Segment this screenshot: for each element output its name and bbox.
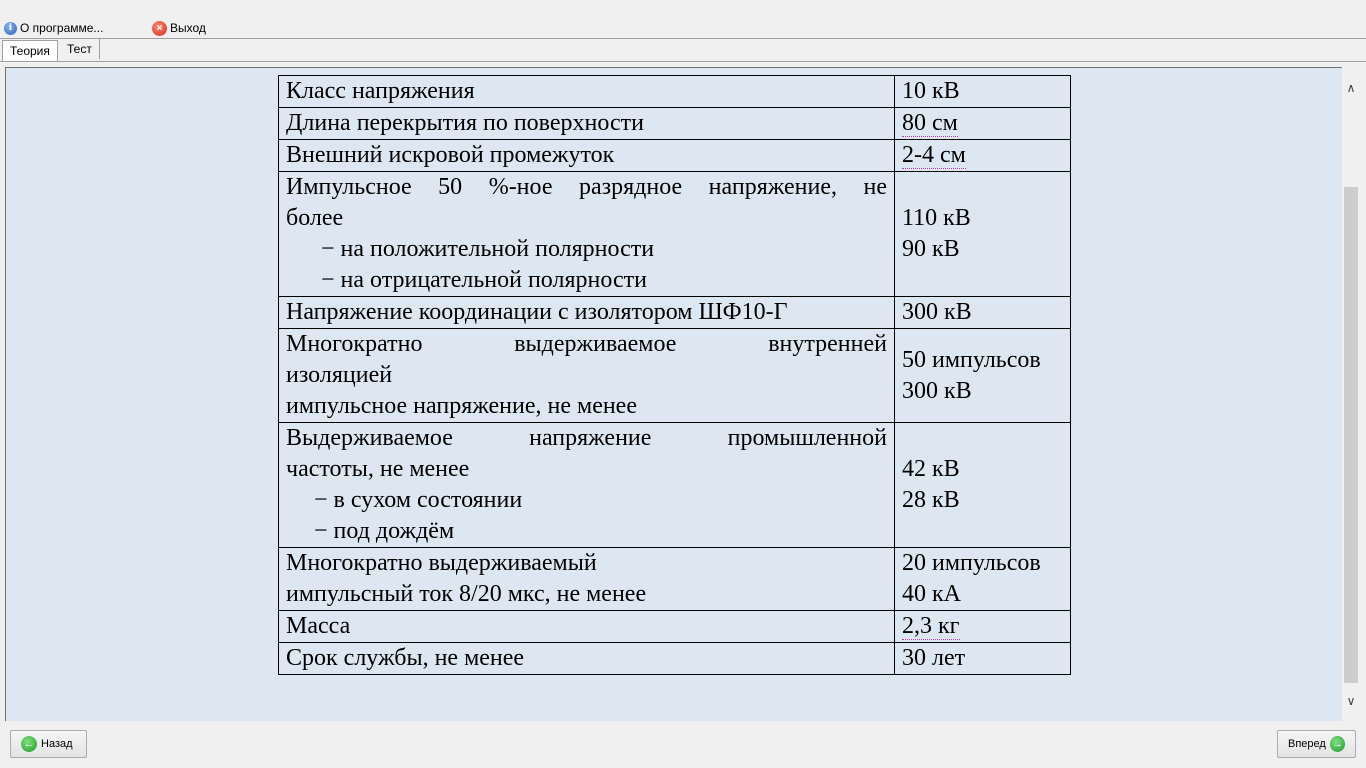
value-cell — [895, 329, 1071, 423]
param-text: Длина перекрытия по поверхности — [286, 110, 644, 136]
value-text: 90 кВ — [902, 236, 960, 262]
param-text: Срок службы, не менее — [286, 645, 525, 671]
value-text: 50 импульсов — [902, 346, 1041, 373]
param-cell — [279, 108, 895, 140]
value-cell — [895, 611, 1071, 643]
value-text: 110 кВ — [902, 205, 971, 231]
value-cell — [895, 172, 1071, 297]
table-row — [279, 611, 1071, 643]
param-text: импульсный ток 8/20 мкс, не менее — [286, 581, 647, 607]
param-text: Напряжение координации с изолятором ШФ10-Г — [286, 299, 788, 325]
param-cell — [279, 297, 895, 329]
menu-divider — [0, 38, 1366, 39]
param-text: изоляцией — [286, 362, 393, 388]
value-text: 30 лет — [902, 645, 966, 671]
param-text: Класс напряжения — [286, 78, 475, 104]
value-cell — [895, 108, 1071, 140]
chevron-up-icon[interactable]: ∧ — [1346, 81, 1356, 95]
arrow-right-icon: → — [1330, 736, 1345, 752]
close-circle-icon: × — [152, 21, 167, 36]
value-text: 2,3 кг — [902, 613, 960, 639]
param-subitem: − на положительной полярности — [321, 236, 655, 262]
param-cell — [279, 329, 895, 423]
table-row — [279, 172, 1071, 297]
value-cell — [895, 140, 1071, 172]
param-text: Выдерживаемое напряжение промышленной — [286, 425, 887, 451]
tab-theory[interactable]: Теория — [2, 40, 58, 62]
menu-about-label: О программе... — [20, 21, 104, 35]
param-cell — [279, 611, 895, 643]
table-row — [279, 329, 1071, 423]
param-cell — [279, 76, 895, 108]
table-row — [279, 76, 1071, 108]
menu-about[interactable] — [4, 18, 103, 38]
param-cell — [279, 548, 895, 611]
back-button-label: Назад — [41, 738, 73, 750]
next-button[interactable] — [1277, 730, 1356, 758]
value-text: 300 кВ — [902, 299, 972, 325]
param-subitem: − на отрицательной полярности — [321, 267, 647, 293]
param-cell — [279, 172, 895, 297]
menu-exit[interactable] — [152, 18, 206, 38]
table-row — [279, 423, 1071, 548]
param-subitem: − в сухом состоянии — [314, 487, 523, 513]
table-row — [279, 140, 1071, 172]
value-cell — [895, 297, 1071, 329]
scroll-thumb[interactable] — [1344, 187, 1358, 683]
value-cell — [895, 423, 1071, 548]
table-row — [279, 108, 1071, 140]
arrow-left-icon: ← — [21, 736, 37, 752]
value-text: 80 см — [902, 110, 958, 136]
param-text: Внешний искровой промежуток — [286, 142, 615, 168]
param-text: Импульсное 50 %-ное разрядное напряжение, не — [286, 174, 887, 200]
value-text: 42 кВ — [902, 456, 960, 482]
param-text: частоты, не менее — [286, 456, 470, 482]
value-cell — [895, 548, 1071, 611]
param-text: более — [286, 205, 344, 231]
param-cell — [279, 643, 895, 675]
vertical-scrollbar[interactable] — [1342, 67, 1360, 720]
table-row — [279, 548, 1071, 611]
value-text: 10 кВ — [902, 78, 960, 104]
param-text: импульсное напряжение, не менее — [286, 393, 637, 419]
value-text: 20 импульсов — [902, 550, 1041, 576]
param-text: Масса — [286, 613, 351, 639]
spec-table — [278, 75, 1071, 675]
param-text: Многократно выдерживаемый — [286, 550, 597, 576]
value-text: 300 кВ — [902, 377, 972, 404]
chevron-down-icon[interactable]: ∨ — [1346, 694, 1356, 708]
table-row — [279, 297, 1071, 329]
value-text: 28 кВ — [902, 487, 960, 513]
value-text: 40 кА — [902, 581, 961, 607]
menu-exit-label: Выход — [170, 21, 206, 35]
param-cell — [279, 423, 895, 548]
param-subitem: − под дождём — [314, 518, 455, 544]
param-text: Многократно выдерживаемое внутренней — [286, 331, 887, 357]
table-row — [279, 643, 1071, 675]
tab-test[interactable]: Тест — [60, 39, 100, 59]
back-button[interactable] — [10, 730, 87, 758]
param-cell — [279, 140, 895, 172]
value-cell — [895, 76, 1071, 108]
value-cell — [895, 643, 1071, 675]
info-icon: i — [4, 22, 17, 35]
value-text: 2-4 см — [902, 142, 966, 168]
next-button-label: Вперед — [1288, 738, 1326, 750]
tab-divider — [0, 61, 1366, 62]
menu-bar — [0, 18, 1366, 38]
